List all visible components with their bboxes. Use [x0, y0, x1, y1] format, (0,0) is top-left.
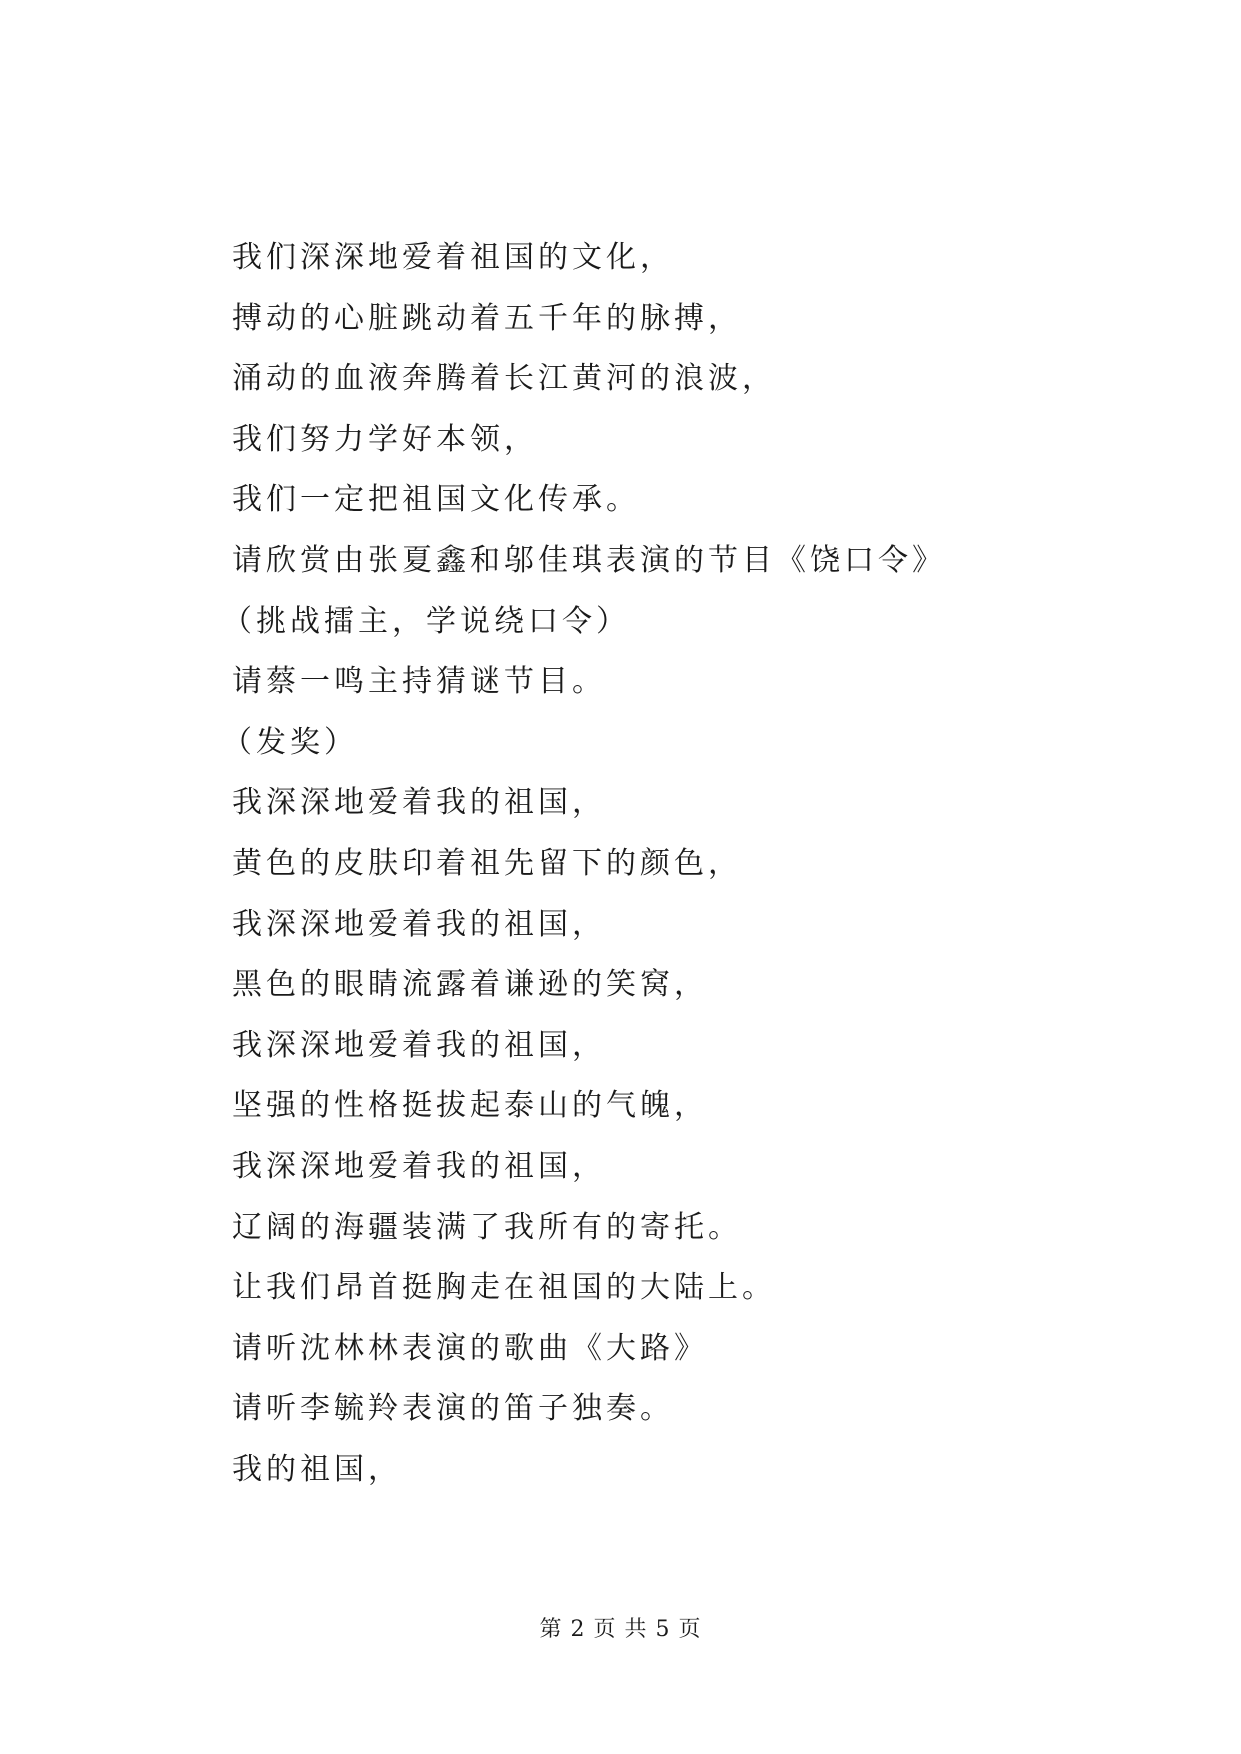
page-number-footer: 第 2 页 共 5 页: [539, 1617, 702, 1642]
text-line: 黑色的眼睛流露着谦逊的笑窝，: [232, 967, 708, 1003]
text-line: 涌动的血液奔腾着长江黄河的浪波，: [232, 361, 776, 397]
text-line: 搏动的心脏跳动着五千年的脉搏，: [232, 300, 742, 336]
text-line: 让我们昂首挺胸走在祖国的大陆上。: [232, 1270, 776, 1306]
text-line: 我的祖国，: [232, 1451, 402, 1487]
text-line: 请听李毓羚表演的笛子独奏。: [232, 1391, 674, 1427]
text-line: 我深深地爱着我的祖国，: [232, 785, 606, 821]
text-line: 我们一定把祖国文化传承。: [232, 482, 640, 518]
text-line: 我深深地爱着我的祖国，: [232, 906, 606, 942]
text-line: 辽阔的海疆装满了我所有的寄托。: [232, 1209, 742, 1245]
text-line: 我们努力学好本领，: [232, 421, 538, 457]
text-line: 请蔡一鸣主持猜谜节目。: [232, 664, 606, 700]
text-line: 请欣赏由张夏鑫和邬佳琪表演的节目《饶口令》: [232, 542, 946, 578]
text-line: 坚强的性格挺拔起泰山的气魄，: [232, 1088, 708, 1124]
text-line: 我深深地爱着我的祖国，: [232, 1027, 606, 1063]
text-line: （挑战擂主，学说绕口令）: [222, 603, 630, 639]
text-line: 我们深深地爱着祖国的文化，: [232, 240, 674, 275]
text-line: 黄色的皮肤印着祖先留下的颜色，: [232, 845, 742, 881]
document-body: [222, 233, 1052, 1505]
text-line: 请听沈林林表演的歌曲《大路》: [232, 1330, 708, 1366]
text-line: （发奖）: [222, 724, 358, 760]
text-line: 我深深地爱着我的祖国，: [232, 1148, 606, 1184]
